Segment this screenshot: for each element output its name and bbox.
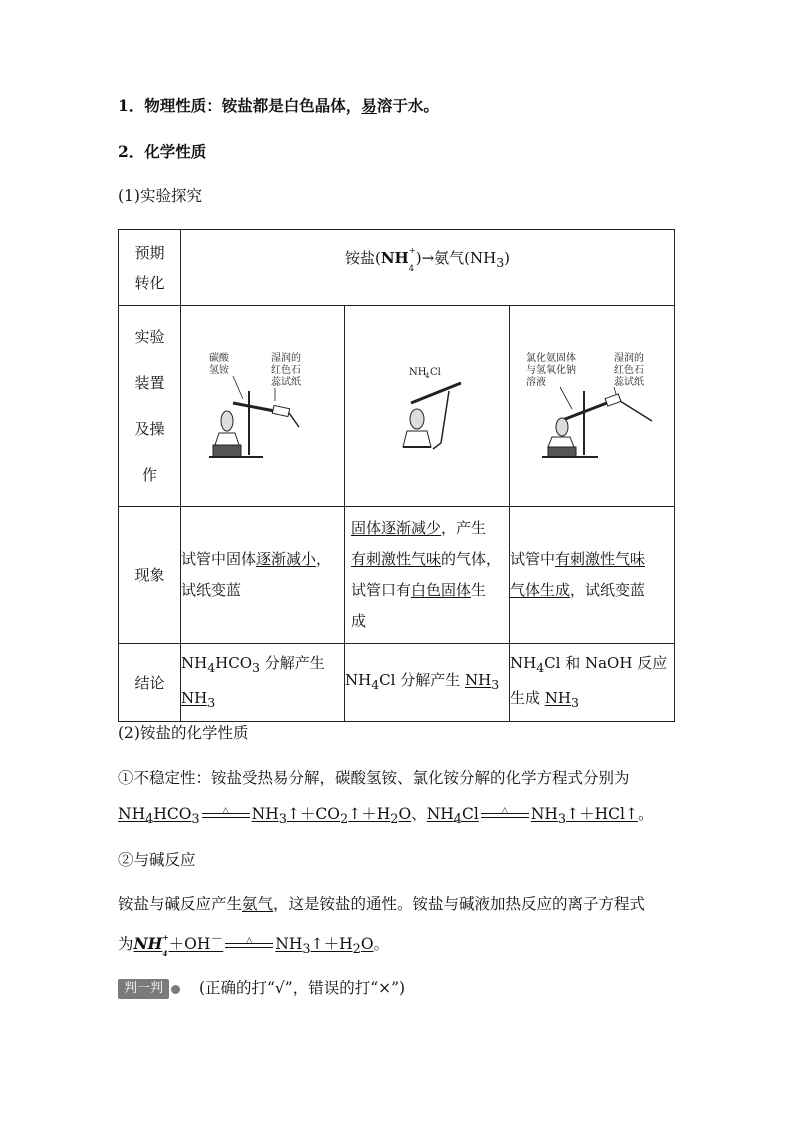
label-expected: 预期 转化 bbox=[119, 230, 181, 306]
base-reaction-text: 铵盐与碱反应产生氨气，这是铵盐的通性。铵盐与碱液加热反应的离子方程式 bbox=[118, 895, 646, 913]
table-row-apparatus bbox=[119, 306, 675, 507]
apparatus-cell-1 bbox=[181, 306, 345, 507]
svg-text:氯化氨固体: 氯化氨固体 bbox=[526, 353, 576, 364]
apparatus-cell-2 bbox=[345, 306, 510, 507]
svg-text:溶液: 溶液 bbox=[526, 377, 546, 388]
expected-transform: 铵盐(NH+ $_4$)→氨气$(NH_3)$ bbox=[181, 230, 675, 306]
instability-line: ①不稳定性：铵盐受热易分解，碳酸氢铵、氯化铵分解的化学方程式分别为 bbox=[118, 769, 630, 787]
svg-text:红色石: 红色石 bbox=[614, 365, 644, 376]
conclusion-cell-3: $NH_4Cl$ 和 NaOH 反应 生成 $NH_3$ bbox=[510, 644, 675, 722]
judge-line: 判一判 (正确的打“√”，错误的打“×”) bbox=[118, 977, 405, 999]
experiment-heading: (1)实验探究 bbox=[118, 187, 202, 205]
svg-text:与氢氧化钠: 与氢氧化钠 bbox=[526, 365, 576, 376]
ammonium-chloride-naoh-figure bbox=[522, 351, 662, 461]
svg-text:蕊试纸: 蕊试纸 bbox=[614, 377, 644, 388]
chemical-properties-heading: 2．化学性质 bbox=[118, 142, 207, 161]
svg-text:蕊试纸: 蕊试纸 bbox=[270, 377, 301, 388]
conclusion-cell-2: $NH_4Cl$ 分解产生 $NH_3$ bbox=[345, 644, 510, 722]
bullet-dot-icon bbox=[171, 985, 180, 994]
table-row-expected bbox=[119, 230, 675, 306]
chemical-properties-subheading: (2)铵盐的化学性质 bbox=[118, 724, 249, 742]
heating-equals-sign-2: △ bbox=[479, 804, 531, 826]
label-conclusion: 结论 bbox=[119, 644, 181, 722]
phenomenon-cell-2: 固体逐渐减少，产生 有刺激性气味的气体， 试管口有白色固体生 成 bbox=[345, 507, 510, 644]
heating-ammonium-bicarbonate-figure bbox=[203, 351, 323, 461]
label-apparatus: 实验 装置 及操 作 bbox=[119, 306, 181, 507]
svg-text:4: 4 bbox=[425, 372, 430, 380]
heating-equals-sign-3: △ bbox=[223, 934, 275, 956]
svg-text:红色石: 红色石 bbox=[270, 365, 301, 376]
svg-text:碳酸: 碳酸 bbox=[208, 353, 229, 364]
ionic-equation: 为NH+ $_4$＋OH－ △ $NH_3↑+H_2O$。 bbox=[118, 932, 390, 958]
svg-text:湿润的: 湿润的 bbox=[614, 353, 644, 364]
svg-text:Cl: Cl bbox=[430, 367, 441, 378]
apparatus-cell-3 bbox=[510, 306, 675, 507]
physical-properties-line: 1．物理性质：铵盐都是白色晶体，易溶于水。 bbox=[118, 96, 439, 115]
phenomenon-cell-3: 试管中有刺激性气味 气体生成，试纸变蓝 bbox=[510, 507, 675, 644]
table-row-phenomenon bbox=[119, 507, 675, 644]
svg-text:NH: NH bbox=[409, 367, 427, 378]
svg-text:氢铵: 氢铵 bbox=[208, 365, 229, 376]
svg-text:湿润的: 湿润的 bbox=[270, 353, 301, 364]
judge-badge: 判一判 bbox=[118, 979, 169, 999]
phenomenon-cell-1: 试管中固体逐渐减小， 试纸变蓝 bbox=[181, 507, 345, 644]
heating-equals-sign: △ bbox=[200, 804, 252, 826]
table-row-conclusion bbox=[119, 644, 675, 722]
label-phenomenon: 现象 bbox=[119, 507, 181, 644]
heating-ammonium-chloride-figure bbox=[377, 351, 477, 461]
decomposition-equation: $NH_4HCO_3$ △ $NH_3↑+CO_2↑+H_2O$、$NH_4Cl$ △ $NH_3↑+HCl↑$。 bbox=[118, 805, 654, 828]
base-reaction-heading: ②与碱反应 bbox=[118, 851, 196, 869]
conclusion-cell-1: $NH_4HCO_3$ 分解产生 $NH_3$ bbox=[181, 644, 345, 722]
experiment-table bbox=[118, 229, 675, 722]
